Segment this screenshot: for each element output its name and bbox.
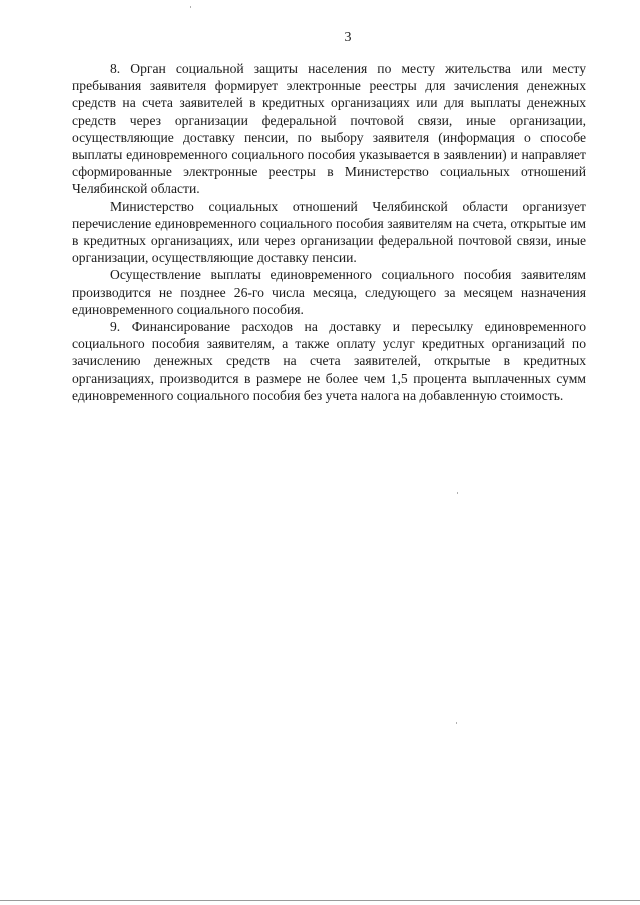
paragraph-ministry-transfer: Министерство социальных отношений Челябинской области организует перечисление единовременного социального пособия заявителям на счета, открытые им в кредитных организациях, или через организации федеральной почтовой связи, иные организации, осуществляющие доставку пенсии. [72,198,586,266]
scan-speck [190,6,191,8]
scan-speck [456,722,457,724]
page-bottom-edge [0,900,640,901]
paragraph-payment-deadline: Осуществление выплаты единовременного социального пособия заявителям производится не позднее 26-го числа месяца, следующего за месяцем назначения единовременного социального пособия. [72,267,586,317]
scan-speck [457,492,458,494]
page-number: 3 [344,30,352,45]
paragraph-9: 9. Финансирование расходов на доставку и пересылку единовременного социального пособия заявителям, а также оплату услуг кредитных организаций по зачислению денежных средств на счета заявителей, открытые в кредитных организациях, производится в размере не более чем 1,5 процента выплаченных сумм единовременного социального пособия без учета налога на добавленную стоимость. [72,319,586,403]
document-body [72,60,586,404]
paragraph-8: 8. Орган социальной защиты населения по месту жительства или месту пребывания заявителя формирует электронные реестры для зачисления денежных средств на счета заявителей в кредитных организациях или для выплаты денежных средств через организации федеральной почтовой связи, иные организации, осуществляющие доставку пенсии, по выбору заявителя (информация о способе выплаты единовременного социального пособия указывается в заявлении) и направляет сформированные электронные реестры в Министерство социальных отношений Челябинской области. [72,61,586,197]
